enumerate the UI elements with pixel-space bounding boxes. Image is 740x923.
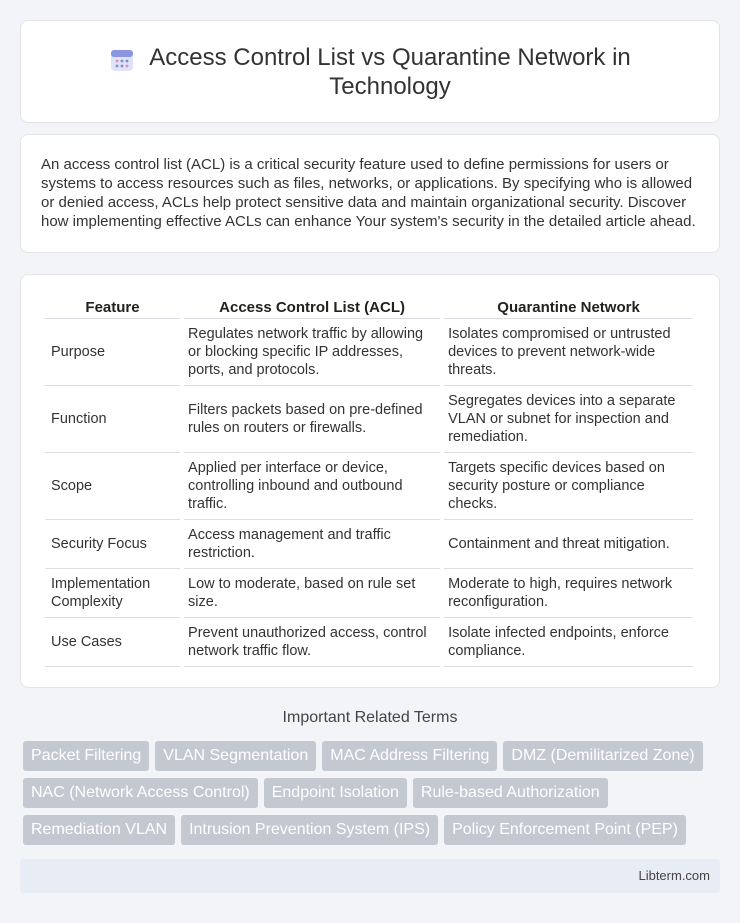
row-quarantine: Isolates compromised or untrusted devices to prevent network-wide threats. <box>444 319 693 386</box>
table-row <box>45 319 693 386</box>
term-tag[interactable]: DMZ (Demilitarized Zone) <box>503 741 702 771</box>
table-row <box>45 569 693 618</box>
row-feature: Security Focus <box>45 520 180 569</box>
row-acl: Prevent unauthorized access, control network traffic flow. <box>184 618 440 667</box>
row-feature: Function <box>45 386 180 453</box>
row-feature: Scope <box>45 453 180 520</box>
term-tag[interactable]: Remediation VLAN <box>23 815 175 845</box>
row-feature: Use Cases <box>45 618 180 667</box>
term-tag[interactable]: Endpoint Isolation <box>264 778 407 808</box>
term-tag[interactable]: Policy Enforcement Point (PEP) <box>444 815 686 845</box>
footer-site-link[interactable]: Libterm.com <box>638 868 710 883</box>
intro-card <box>20 134 720 253</box>
row-acl: Applied per interface or device, controlling inbound and outbound traffic. <box>184 453 440 520</box>
term-tag[interactable]: MAC Address Filtering <box>322 741 497 771</box>
table-row <box>45 520 693 569</box>
row-acl: Low to moderate, based on rule set size. <box>184 569 440 618</box>
table-row <box>45 618 693 667</box>
term-tag[interactable]: Packet Filtering <box>23 741 149 771</box>
term-tag[interactable]: Intrusion Prevention System (IPS) <box>181 815 438 845</box>
comparison-table <box>41 295 697 667</box>
row-acl: Regulates network traffic by allowing or blocking specific IP addresses, ports, and protocols. <box>184 319 440 386</box>
header-acl: Access Control List (ACL) <box>184 295 440 319</box>
row-acl: Filters packets based on pre-defined rules on routers or firewalls. <box>184 386 440 453</box>
related-terms-heading: Important Related Terms <box>282 709 458 726</box>
row-quarantine: Containment and threat mitigation. <box>444 520 693 569</box>
related-terms-list <box>23 741 723 845</box>
comparison-card <box>20 274 720 688</box>
title-card <box>20 20 720 123</box>
table-row <box>45 386 693 453</box>
row-quarantine: Segregates devices into a separate VLAN or subnet for inspection and remediation. <box>444 386 693 453</box>
term-tag[interactable]: VLAN Segmentation <box>155 741 316 771</box>
term-tag[interactable]: NAC (Network Access Control) <box>23 778 258 808</box>
page-title: Access Control List vs Quarantine Network in Technology <box>149 43 631 100</box>
table-row <box>45 453 693 520</box>
row-feature: Implementation Complexity <box>45 569 180 618</box>
table-header-row <box>45 295 693 319</box>
row-feature: Purpose <box>45 319 180 386</box>
row-acl: Access management and traffic restriction. <box>184 520 440 569</box>
header-quarantine: Quarantine Network <box>444 295 693 319</box>
row-quarantine: Moderate to high, requires network reconfiguration. <box>444 569 693 618</box>
row-quarantine: Targets specific devices based on security posture or compliance checks. <box>444 453 693 520</box>
row-quarantine: Isolate infected endpoints, enforce compliance. <box>444 618 693 667</box>
footer <box>20 859 720 893</box>
term-tag[interactable]: Rule-based Authorization <box>413 778 608 808</box>
intro-paragraph: An access control list (ACL) is a critical security feature used to define permissions for users or systems to access resources such as files, networks, or applications. By specifying who is allowed or denied access, ACLs help protect sensitive data and maintain organizational security. Discover how implementing effective ACLs can enhance Your system's security in the detailed article ahead. <box>41 156 696 230</box>
header-feature: Feature <box>45 295 180 319</box>
